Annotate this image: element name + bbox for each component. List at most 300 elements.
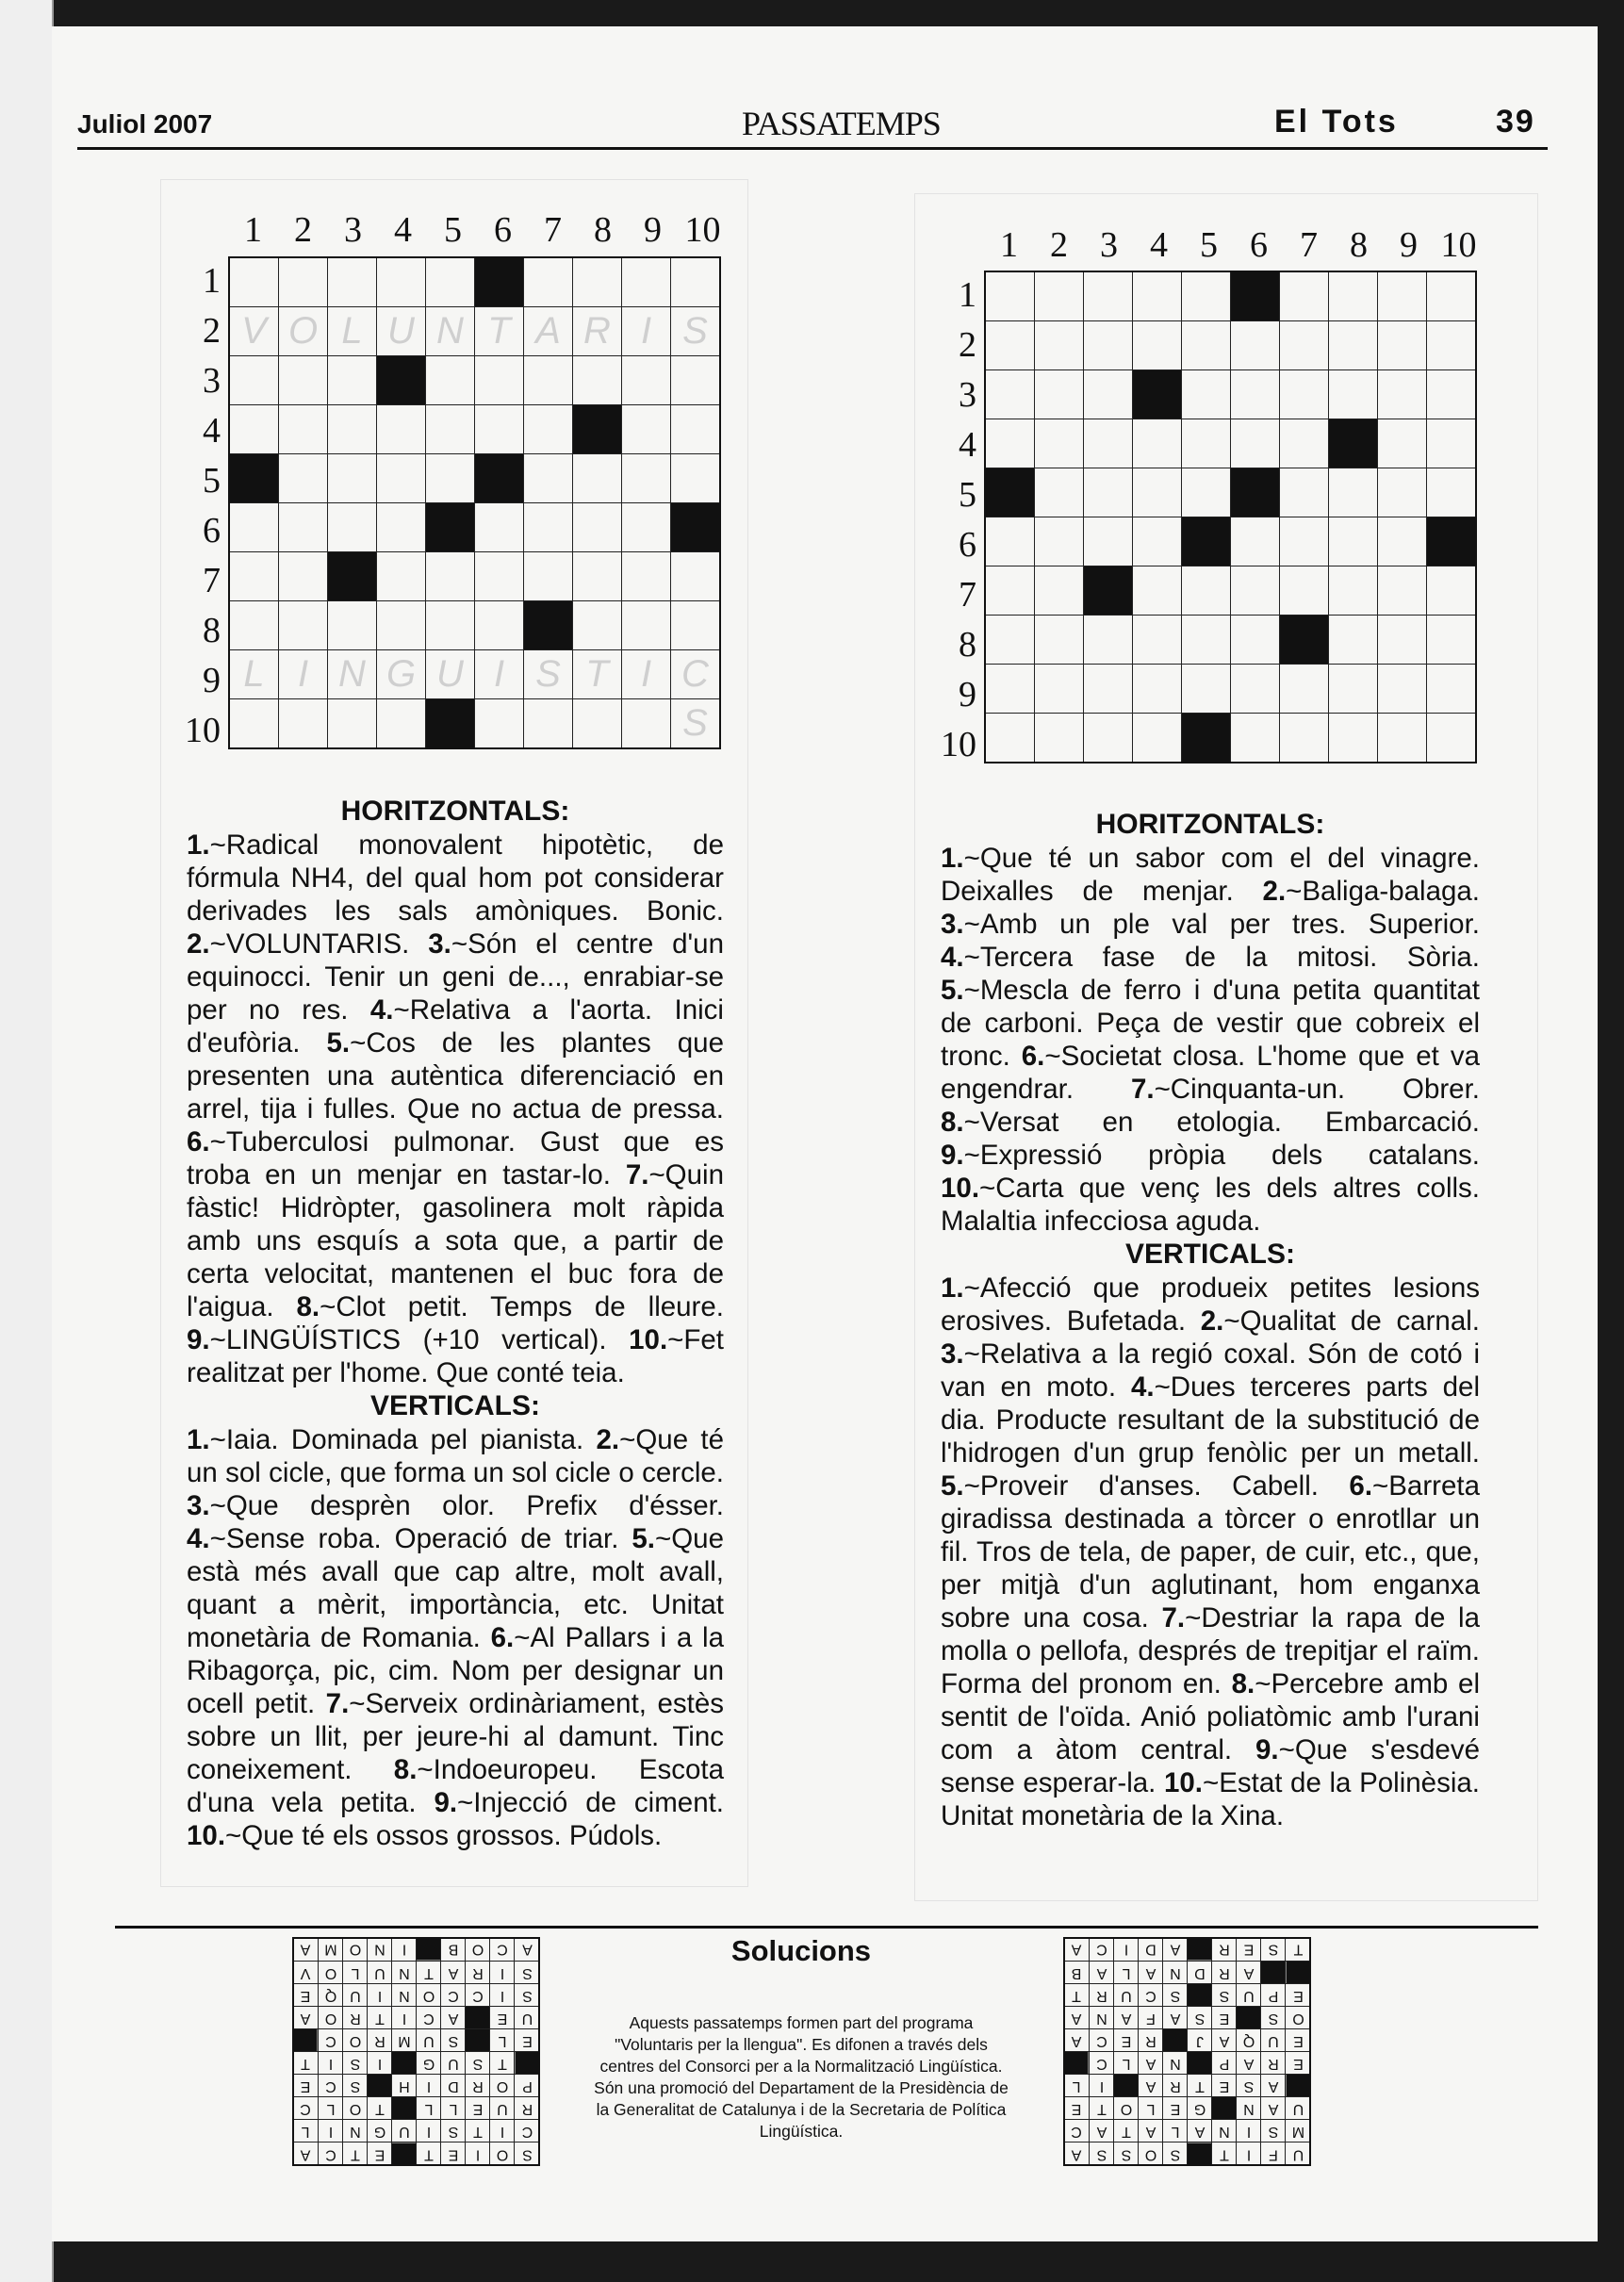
grid-cell: S — [671, 307, 721, 356]
solution-cell: L — [1064, 2075, 1090, 2097]
grid-cell — [1329, 271, 1378, 321]
solution-cell: S — [1163, 2142, 1188, 2166]
solution-cell: S — [1261, 1938, 1286, 1962]
row-number-5: 5 — [959, 475, 976, 515]
solution-cell: R — [1212, 1938, 1237, 1962]
grid-cell — [622, 257, 671, 307]
row-number-2: 2 — [203, 311, 221, 351]
solution-cell: C — [1090, 1938, 1114, 1962]
grid-cell — [573, 552, 622, 601]
solution-cell: B — [1064, 1962, 1090, 1984]
solution-cell: A — [1090, 1962, 1114, 1984]
row-number-7: 7 — [203, 561, 221, 600]
grid-cell — [1182, 468, 1231, 517]
solution-cell: F — [1139, 2007, 1163, 2029]
solution-cell: I — [392, 2007, 417, 2029]
grid-cell — [524, 257, 573, 307]
solution-cell: U — [343, 1984, 368, 2007]
grid-cell: N — [426, 307, 475, 356]
grid-cell — [279, 552, 328, 601]
page-header — [77, 87, 1548, 150]
grid-cell — [1084, 714, 1133, 763]
grid-cell — [475, 503, 524, 552]
grid-cell — [622, 601, 671, 650]
solution-black-cell — [1286, 2075, 1311, 2097]
grid-cell — [622, 405, 671, 454]
verticals-heading: VERTICALS: — [1125, 1239, 1295, 1270]
grid-cell — [475, 552, 524, 601]
clue-number: 2. — [1262, 876, 1287, 907]
grid-cell: R — [573, 307, 622, 356]
solution-black-cell — [392, 2142, 417, 2166]
solution-black-cell — [417, 1938, 441, 1962]
solution-black-cell — [1163, 2029, 1188, 2052]
solution-cell: R — [1139, 2029, 1163, 2052]
row-number-1: 1 — [203, 261, 221, 301]
solution-cell: C — [319, 2075, 343, 2097]
clue-text: ~Indoeuropeu. Escota d'una vela petita. — [187, 1754, 724, 1818]
clue-number: 1. — [941, 1272, 964, 1304]
solution-cell: I — [490, 1962, 515, 1984]
grid-cell — [1329, 370, 1378, 419]
grid-cell — [1084, 468, 1133, 517]
row-number-9: 9 — [959, 675, 976, 714]
solution-cell: T — [343, 2142, 368, 2166]
grid-cell — [1084, 271, 1133, 321]
solution-cell: C — [441, 1984, 466, 2007]
clue-text: ~Iaia. Dominada pel pianista. — [209, 1424, 597, 1455]
grid-cell — [426, 552, 475, 601]
solution-cell: O — [490, 2075, 515, 2097]
clue-text: ~Dues terceres parts del dia. Producte resultant de la substitució de l'hidrogen d'un grup fenòlic per un metall. — [941, 1371, 1480, 1469]
clue-number: 3. — [941, 909, 964, 940]
grid-cell — [426, 257, 475, 307]
solution-cell: E — [1212, 2075, 1237, 2097]
solution-cell: M — [319, 1938, 343, 1962]
solution-cell: A — [1188, 2120, 1212, 2142]
grid-cell — [1427, 714, 1477, 763]
solution-black-cell — [392, 2052, 417, 2075]
solution-black-cell — [1064, 2052, 1090, 2075]
column-number-9: 9 — [644, 210, 662, 250]
grid-cell — [1231, 665, 1280, 714]
clue-text: ~Proveir d'anses. Cabell. — [963, 1470, 1350, 1502]
solution-cell: S — [515, 1984, 540, 2007]
grid-cell — [524, 699, 573, 749]
solution-cell: C — [319, 2029, 343, 2052]
clue-number: 6. — [1349, 1470, 1373, 1502]
solution-cell: A — [1064, 2142, 1090, 2166]
solution-cell: O — [1139, 2142, 1163, 2166]
solution-cell: A — [1261, 2075, 1286, 2097]
puzzle-2-clues — [941, 808, 1480, 1832]
grid-cell — [1231, 517, 1280, 566]
clue-text: ~Relativa a l'aorta. Inici d'eufòria. — [187, 994, 724, 1059]
solution-cell: L — [490, 2029, 515, 2052]
solution-cell: E — [293, 1984, 319, 2007]
solution-cell: S — [343, 2052, 368, 2075]
grid-cell — [1378, 468, 1427, 517]
column-number-5: 5 — [444, 210, 462, 250]
grid-cell — [985, 665, 1035, 714]
column-number-7: 7 — [1300, 225, 1318, 265]
grid-cell — [1133, 714, 1182, 763]
grid-cell — [1182, 419, 1231, 468]
grid-black-cell — [985, 468, 1035, 517]
column-number-5: 5 — [1200, 225, 1218, 265]
grid-black-cell — [1231, 271, 1280, 321]
grid-cell — [985, 370, 1035, 419]
clue-number: 2. — [596, 1424, 620, 1455]
grid-cell: U — [426, 650, 475, 699]
solution-cell: G — [368, 2120, 392, 2142]
grid-cell — [1427, 468, 1477, 517]
clue-text: ~Que desprèn olor. Prefix d'ésser. — [209, 1490, 724, 1521]
solution-cell: L — [441, 2097, 466, 2120]
solution-cell: A — [1139, 2120, 1163, 2142]
solution-cell: O — [417, 1984, 441, 2007]
solution-black-cell — [293, 2029, 319, 2052]
grid-cell — [1427, 566, 1477, 616]
solution-cell: T — [490, 2052, 515, 2075]
grid-cell — [377, 503, 426, 552]
solution-cell: S — [1237, 2075, 1261, 2097]
solution-cell: I — [319, 2120, 343, 2142]
grid-cell — [1182, 665, 1231, 714]
grid-cell — [1182, 370, 1231, 419]
grid-cell — [1133, 566, 1182, 616]
grid-cell — [279, 503, 328, 552]
solution-cell: O — [466, 1938, 490, 1962]
grid-cell — [1035, 566, 1084, 616]
grid-cell — [985, 271, 1035, 321]
grid-cell — [1378, 616, 1427, 665]
clue-text: ~Sense roba. Operació de triar. — [209, 1523, 632, 1554]
clue-number: 5. — [941, 1470, 964, 1502]
grid-cell — [1084, 616, 1133, 665]
solution-cell: S — [1090, 2142, 1114, 2166]
solution-cell: C — [515, 2120, 540, 2142]
grid-cell — [1133, 271, 1182, 321]
grid-cell — [1280, 566, 1329, 616]
solution-cell: U — [417, 2029, 441, 2052]
clue-number: 5. — [326, 1027, 351, 1059]
grid-cell — [279, 257, 328, 307]
clue-text: ~Destriar la rapa de la molla o pellofa, després de trepitjar el raïm. Forma del pronom en. — [941, 1602, 1480, 1699]
grid-cell — [1378, 566, 1427, 616]
solution-cell: S — [441, 2029, 466, 2052]
grid-cell — [229, 699, 279, 749]
solution-cell: R — [1090, 1984, 1114, 2007]
solution-cell: E — [368, 2142, 392, 2166]
row-number-6: 6 — [203, 511, 221, 550]
puzzle-1-grid — [228, 256, 721, 749]
solution-cell: L — [1139, 2097, 1163, 2120]
grid-cell — [1035, 271, 1084, 321]
solution-black-cell — [1212, 2097, 1237, 2120]
solution-cell: U — [1286, 2142, 1311, 2166]
clue-text: ~Al Pallars i a la Ribagorça, pic, cim. Nom per designar un ocell petit. — [187, 1622, 724, 1719]
clue-number: 1. — [187, 829, 210, 861]
grid-cell — [229, 503, 279, 552]
clue-text: ~LINGÜÍSTICS (+10 vertical). — [209, 1324, 630, 1355]
solution-black-cell — [1114, 2075, 1139, 2097]
solution-cell: E — [466, 2097, 490, 2120]
clue-number: 6. — [187, 1126, 210, 1157]
page-number: 39 — [1496, 104, 1535, 140]
grid-cell — [328, 257, 377, 307]
grid-cell — [1329, 665, 1378, 714]
clue-number: 7. — [1161, 1602, 1186, 1634]
solutions-title: Solucions — [730, 1934, 872, 1967]
clue-text: ~Tuberculosi pulmonar. Gust que es troba en un menjar en tastar-lo. — [187, 1126, 724, 1190]
solution-cell: A — [1114, 2007, 1139, 2029]
grid-cell: I — [475, 650, 524, 699]
grid-cell — [426, 601, 475, 650]
scan-edge — [0, 0, 54, 2282]
solution-cell: R — [1163, 2075, 1188, 2097]
grid-cell — [229, 257, 279, 307]
clue-number: 1. — [187, 1424, 210, 1455]
solution-cell: L — [1114, 2052, 1139, 2075]
solution-cell: I — [1237, 2142, 1261, 2166]
vertical-clues — [941, 1272, 1480, 1832]
column-number-3: 3 — [344, 210, 362, 250]
solution-cell: L — [293, 2120, 319, 2142]
puzzle-2-grid — [984, 271, 1477, 763]
solution-cell: O — [343, 2029, 368, 2052]
solution-cell: S — [515, 1962, 540, 1984]
grid-cell: T — [475, 307, 524, 356]
solution-cell: C — [293, 2097, 319, 2120]
solution-cell: D — [1139, 1938, 1163, 1962]
clue-number: 3. — [428, 928, 451, 960]
solution-black-cell — [1261, 1962, 1286, 1984]
solution-cell: A — [1090, 2120, 1114, 2142]
clue-number: 10. — [187, 1820, 226, 1851]
solution-cell: A — [293, 2007, 319, 2029]
clue-text: ~Estat de la Polinèsia. Unitat monetària de la Xina. — [941, 1767, 1480, 1831]
solution-cell: T — [1090, 2097, 1114, 2120]
grid-cell — [377, 454, 426, 503]
solution-cell: N — [1237, 2097, 1261, 2120]
solution-cell: S — [515, 2142, 540, 2166]
solution-cell: U — [1114, 1984, 1139, 2007]
solution-cell: A — [441, 1962, 466, 1984]
solution-cell: P — [1261, 1984, 1286, 2007]
clue-text: ~Injecció de ciment. — [457, 1787, 724, 1818]
grid-black-cell — [1280, 616, 1329, 665]
column-number-10: 10 — [1440, 225, 1477, 265]
solution-cell: I — [490, 1984, 515, 2007]
solution-cell: E — [490, 2007, 515, 2029]
solution-cell: M — [392, 2029, 417, 2052]
row-number-8: 8 — [203, 611, 221, 650]
solution-cell: G — [1188, 2097, 1212, 2120]
solution-cell: E — [293, 2075, 319, 2097]
clue-number: 1. — [941, 843, 964, 874]
solution-cell: S — [441, 2120, 466, 2142]
solution-cell: O — [319, 1962, 343, 1984]
grid-cell — [1035, 616, 1084, 665]
solution-cell: O — [1286, 2007, 1311, 2029]
grid-cell — [985, 517, 1035, 566]
grid-cell — [1378, 271, 1427, 321]
clue-number: 5. — [632, 1523, 655, 1554]
solution-cell: R — [466, 1962, 490, 1984]
clue-number: 2. — [187, 928, 210, 960]
solution-cell: E — [1064, 2097, 1090, 2120]
solution-cell: N — [1163, 2052, 1188, 2075]
solution-cell: A — [1212, 2029, 1237, 2052]
solution-cell: S — [466, 2052, 490, 2075]
solution-cell: A — [1163, 2007, 1188, 2029]
solution-black-cell — [1188, 2052, 1212, 2075]
grid-cell: U — [377, 307, 426, 356]
row-number-1: 1 — [959, 275, 976, 315]
solution-cell: U — [392, 2120, 417, 2142]
solution-cell: I — [1237, 2120, 1261, 2142]
grid-cell — [328, 454, 377, 503]
solution-cell: R — [343, 2007, 368, 2029]
clue-text: ~Quin fàstic! Hidròpter, gasolinera molt ràpida amb uns esquís a sota que, a partir de certa velocitat, mantenen el buc fora de l'aigua. — [187, 1159, 724, 1322]
solutions-divider — [115, 1926, 1538, 1929]
clue-text: ~Radical monovalent hipotètic, de fórmula NH4, del qual hom pot considerar derivades les sals amòniques. Bonic. — [187, 829, 724, 927]
solution-cell: P — [1212, 2052, 1237, 2075]
grid-cell: I — [622, 650, 671, 699]
solution-cell: P — [515, 2075, 540, 2097]
verticals-heading: VERTICALS: — [370, 1390, 540, 1421]
clue-text: ~Clot petit. Temps de lleure. — [320, 1291, 724, 1322]
grid-cell — [1280, 714, 1329, 763]
clue-text: ~Que s'esdevé sense esperar-la. — [941, 1734, 1480, 1798]
clue-number: 5. — [941, 975, 964, 1006]
solution-cell: A — [515, 1938, 540, 1962]
solution-cell: T — [293, 2052, 319, 2075]
puzzle-1-column-numbers — [228, 209, 728, 251]
solution-cell: E — [441, 2142, 466, 2166]
grid-cell — [1035, 517, 1084, 566]
solution-cell: C — [1090, 2029, 1114, 2052]
clue-text: ~Barreta giradissa destinada a tòrcer o enrotllar un fil. Tros de tela, de paper, de cuir, etc., que, per mitjà d'un aglutinant, hom enganxa sobre una cosa. — [941, 1470, 1480, 1634]
publication-name: El Tots — [1274, 104, 1399, 140]
clue-text: ~Que té un sabor com el del vinagre. Deixalles de menjar. — [941, 843, 1480, 907]
clue-number: 10. — [629, 1324, 668, 1355]
column-number-1: 1 — [244, 210, 262, 250]
grid-cell — [1231, 419, 1280, 468]
grid-cell — [1231, 616, 1280, 665]
solution-cell: S — [1163, 1984, 1188, 2007]
clue-number: 4. — [1130, 1371, 1155, 1403]
grid-cell — [524, 503, 573, 552]
row-number-10: 10 — [941, 725, 976, 764]
grid-cell — [229, 601, 279, 650]
solution-cell: T — [368, 2097, 392, 2120]
solution-cell: Q — [1237, 2029, 1261, 2052]
grid-cell — [475, 699, 524, 749]
solution-cell: V — [293, 1962, 319, 1984]
clue-number: 3. — [187, 1490, 210, 1521]
clue-text: ~Expressió pròpia dels catalans. — [963, 1140, 1480, 1171]
clue-number: 8. — [296, 1291, 320, 1322]
column-number-2: 2 — [294, 210, 312, 250]
grid-cell — [1084, 665, 1133, 714]
solution-cell: T — [1286, 1938, 1311, 1962]
solution-cell: Q — [319, 1984, 343, 2007]
grid-cell — [1084, 517, 1133, 566]
solution-black-cell — [466, 2029, 490, 2052]
clue-text: ~Són el centre d'un equinocci. Tenir un geni de..., enrabiar-se per no res. — [187, 928, 724, 1026]
solution-grid-2 — [1063, 1937, 1311, 2166]
solution-cell: E — [1237, 1938, 1261, 1962]
row-number-6: 6 — [959, 525, 976, 565]
grid-cell: L — [328, 307, 377, 356]
clue-number: 8. — [941, 1107, 964, 1138]
grid-cell — [1280, 468, 1329, 517]
solution-cell: C — [466, 1984, 490, 2007]
grid-cell — [1133, 517, 1182, 566]
solution-cell: N — [1090, 2007, 1114, 2029]
solution-black-cell — [1188, 2142, 1212, 2166]
clue-text: ~Afecció que produeix petites lesions erosives. Bufetada. — [941, 1272, 1480, 1337]
grid-black-cell — [1084, 566, 1133, 616]
column-number-6: 6 — [1250, 225, 1268, 265]
solution-cell: I — [466, 2142, 490, 2166]
clue-text: ~Serveix ordinàriament, estès sobre un llit, per jeure-hi al damunt. Tinc coneixement. — [187, 1688, 724, 1785]
grid-cell — [1182, 271, 1231, 321]
grid-cell — [1378, 714, 1427, 763]
grid-cell — [1329, 321, 1378, 370]
solution-cell: E — [1163, 2097, 1188, 2120]
solution-cell: S — [1114, 2142, 1139, 2166]
solution-cell: C — [319, 2142, 343, 2166]
grid-cell — [1329, 517, 1378, 566]
grid-cell — [1182, 566, 1231, 616]
grid-black-cell — [524, 601, 573, 650]
solution-cell: U — [490, 2097, 515, 2120]
column-number-10: 10 — [684, 210, 721, 250]
solution-cell: R — [368, 2029, 392, 2052]
puzzle-1-row-numbers — [175, 256, 221, 756]
solution-black-cell — [1237, 2007, 1261, 2029]
solution-cell: U — [1286, 2097, 1311, 2120]
grid-black-cell — [1231, 468, 1280, 517]
column-number-8: 8 — [594, 210, 612, 250]
solution-cell: A — [1139, 1962, 1163, 1984]
issue-date: Juliol 2007 — [77, 109, 213, 139]
solution-cell: U — [1261, 2029, 1286, 2052]
solution-cell: R — [466, 2075, 490, 2097]
grid-cell — [1329, 714, 1378, 763]
grid-cell — [1035, 321, 1084, 370]
solution-cell: T — [1212, 2142, 1237, 2166]
grid-cell — [1133, 419, 1182, 468]
grid-cell — [377, 601, 426, 650]
grid-cell — [426, 454, 475, 503]
grid-cell: I — [279, 650, 328, 699]
grid-cell — [1035, 665, 1084, 714]
grid-cell — [1133, 616, 1182, 665]
solution-cell: G — [417, 2052, 441, 2075]
grid-cell — [573, 601, 622, 650]
solution-cell: F — [1261, 2142, 1286, 2166]
solution-cell: U — [368, 1962, 392, 1984]
solution-cell: O — [343, 1938, 368, 1962]
grid-black-cell — [1329, 419, 1378, 468]
grid-cell — [622, 699, 671, 749]
row-number-9: 9 — [203, 661, 221, 700]
grid-cell: A — [524, 307, 573, 356]
